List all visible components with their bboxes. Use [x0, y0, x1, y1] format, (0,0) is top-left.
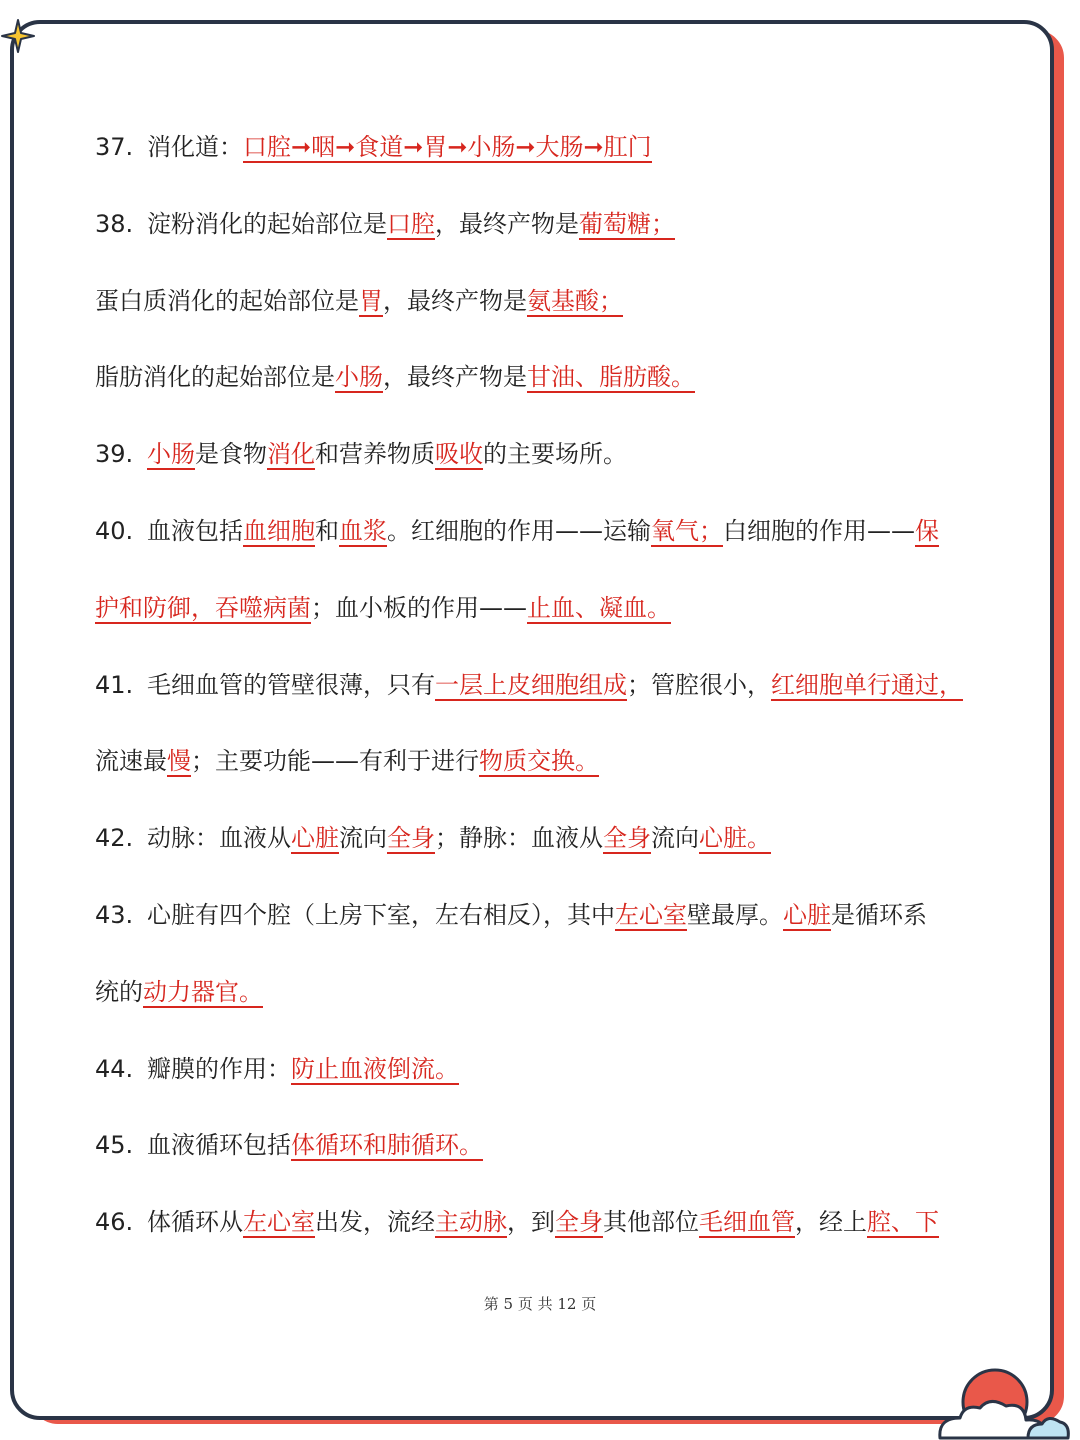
item-number: 38. — [95, 209, 134, 238]
note-text: 血液循环包括 — [147, 1131, 291, 1160]
note-line — [95, 821, 771, 855]
note-line — [95, 898, 927, 932]
answer-text: 防止血液倒流。 — [291, 1054, 459, 1083]
answer-text: 慢 — [167, 747, 191, 776]
answer-text: 口腔 — [387, 209, 435, 238]
star-icon — [0, 18, 36, 54]
answer-text: 氧气； — [651, 517, 723, 545]
note-text: 是食物 — [195, 440, 267, 469]
answer-text: 体循环和肺循环。 — [291, 1131, 483, 1160]
note-line — [95, 1052, 459, 1086]
answer-text: 保 — [915, 517, 939, 545]
answer-text: 心脏 — [783, 901, 831, 929]
answer-text: 吸收 — [435, 440, 483, 469]
note-text: 毛细血管的管壁很薄，只有 — [147, 670, 435, 699]
note-text: 蛋白质消化的起始部位是 — [95, 286, 359, 315]
note-text: 瓣膜的作用： — [147, 1054, 291, 1083]
answer-text: 葡萄糖； — [579, 209, 675, 238]
note-text: 和营养物质 — [315, 440, 435, 469]
answer-text: 物质交换。 — [479, 747, 599, 776]
note-text: 体循环从 — [147, 1208, 243, 1237]
note-text: 和 — [315, 517, 339, 545]
note-line — [95, 130, 652, 164]
answer-text: 主动脉 — [435, 1208, 507, 1237]
answer-text: 小肠 — [147, 440, 195, 469]
note-text: ，到 — [507, 1208, 555, 1237]
item-number: 43. — [95, 901, 134, 929]
answer-text: 胃 — [359, 286, 383, 315]
note-line — [95, 975, 263, 1009]
item-number: 39. — [95, 440, 134, 469]
answer-text: 消化 — [267, 440, 315, 469]
item-number: 42. — [95, 824, 134, 853]
answer-text: 左心室 — [243, 1208, 315, 1237]
item-number: 40. — [95, 517, 134, 545]
note-text: ；静脉：血液从 — [435, 824, 603, 853]
note-line — [95, 1128, 483, 1162]
note-text: 。红细胞的作用——运输 — [387, 517, 651, 545]
item-number: 41. — [95, 670, 134, 699]
page-footer: 第 5 页 共 12 页 — [483, 1295, 597, 1313]
answer-text: 腔、下 — [867, 1208, 939, 1237]
sun-cloud-icon — [920, 1360, 1070, 1440]
item-number: 45. — [95, 1131, 134, 1160]
note-text: ；主要功能——有利于进行 — [191, 747, 479, 776]
answer-text: 小肠 — [335, 363, 383, 392]
note-text: 淀粉消化的起始部位是 — [147, 209, 387, 238]
note-text: 的主要场所。 — [483, 440, 627, 469]
answer-text: 心脏 — [291, 824, 339, 853]
note-line — [95, 514, 939, 548]
note-text: 脂肪消化的起始部位是 — [95, 363, 335, 392]
answer-text: 血浆 — [339, 517, 387, 545]
answer-text: 全身 — [603, 824, 651, 853]
answer-text: 全身 — [555, 1208, 603, 1237]
note-text: 出发，流经 — [315, 1208, 435, 1237]
note-text: ，最终产物是 — [383, 286, 527, 315]
note-text: ，最终产物是 — [435, 209, 579, 238]
note-text: 心脏有四个腔（上房下室，左右相反），其中 — [147, 901, 615, 929]
note-text: 动脉：血液从 — [147, 824, 291, 853]
answer-text: 毛细血管 — [699, 1208, 795, 1237]
note-text: ，经上 — [795, 1208, 867, 1237]
answer-text: 甘油、脂肪酸。 — [527, 363, 695, 392]
answer-text: 血细胞 — [243, 517, 315, 545]
note-text: ，最终产物是 — [383, 363, 527, 392]
note-text: 统的 — [95, 977, 143, 1006]
note-text: ；管腔很小， — [627, 670, 771, 699]
answer-text: 口腔➞咽➞食道➞胃➞小肠➞大肠➞肛门 — [243, 133, 652, 161]
note-text: 流向 — [651, 824, 699, 853]
item-number: 37. — [95, 133, 134, 161]
note-text: 消化道： — [147, 133, 243, 161]
note-line — [95, 591, 671, 625]
item-number: 44. — [95, 1054, 134, 1083]
note-line — [95, 1205, 939, 1239]
note-text: 流速最 — [95, 747, 167, 776]
note-line — [95, 437, 627, 471]
note-text: 其他部位 — [603, 1208, 699, 1237]
note-line — [95, 284, 623, 318]
note-line — [95, 668, 963, 702]
answer-text: 心脏。 — [699, 824, 771, 853]
answer-text: 护和防御，吞噬病菌 — [95, 593, 311, 622]
note-text: 是循环系 — [831, 901, 927, 929]
note-line — [95, 744, 599, 778]
note-text: 流向 — [339, 824, 387, 853]
note-text: 血液包括 — [147, 517, 243, 545]
answer-text: 左心室 — [615, 901, 687, 929]
answer-text: 全身 — [387, 824, 435, 853]
note-line — [95, 207, 675, 241]
answer-text: 一层上皮细胞组成 — [435, 670, 627, 699]
note-text: 壁最厚。 — [687, 901, 783, 929]
answer-text: 止血、凝血。 — [527, 593, 671, 622]
note-line — [95, 360, 695, 394]
note-text: 白细胞的作用—— — [723, 517, 915, 545]
note-text: ；血小板的作用—— — [311, 593, 527, 622]
answer-text: 红细胞单行通过， — [771, 670, 963, 699]
item-number: 46. — [95, 1208, 134, 1237]
answer-text: 氨基酸； — [527, 286, 623, 315]
answer-text: 动力器官。 — [143, 977, 263, 1006]
